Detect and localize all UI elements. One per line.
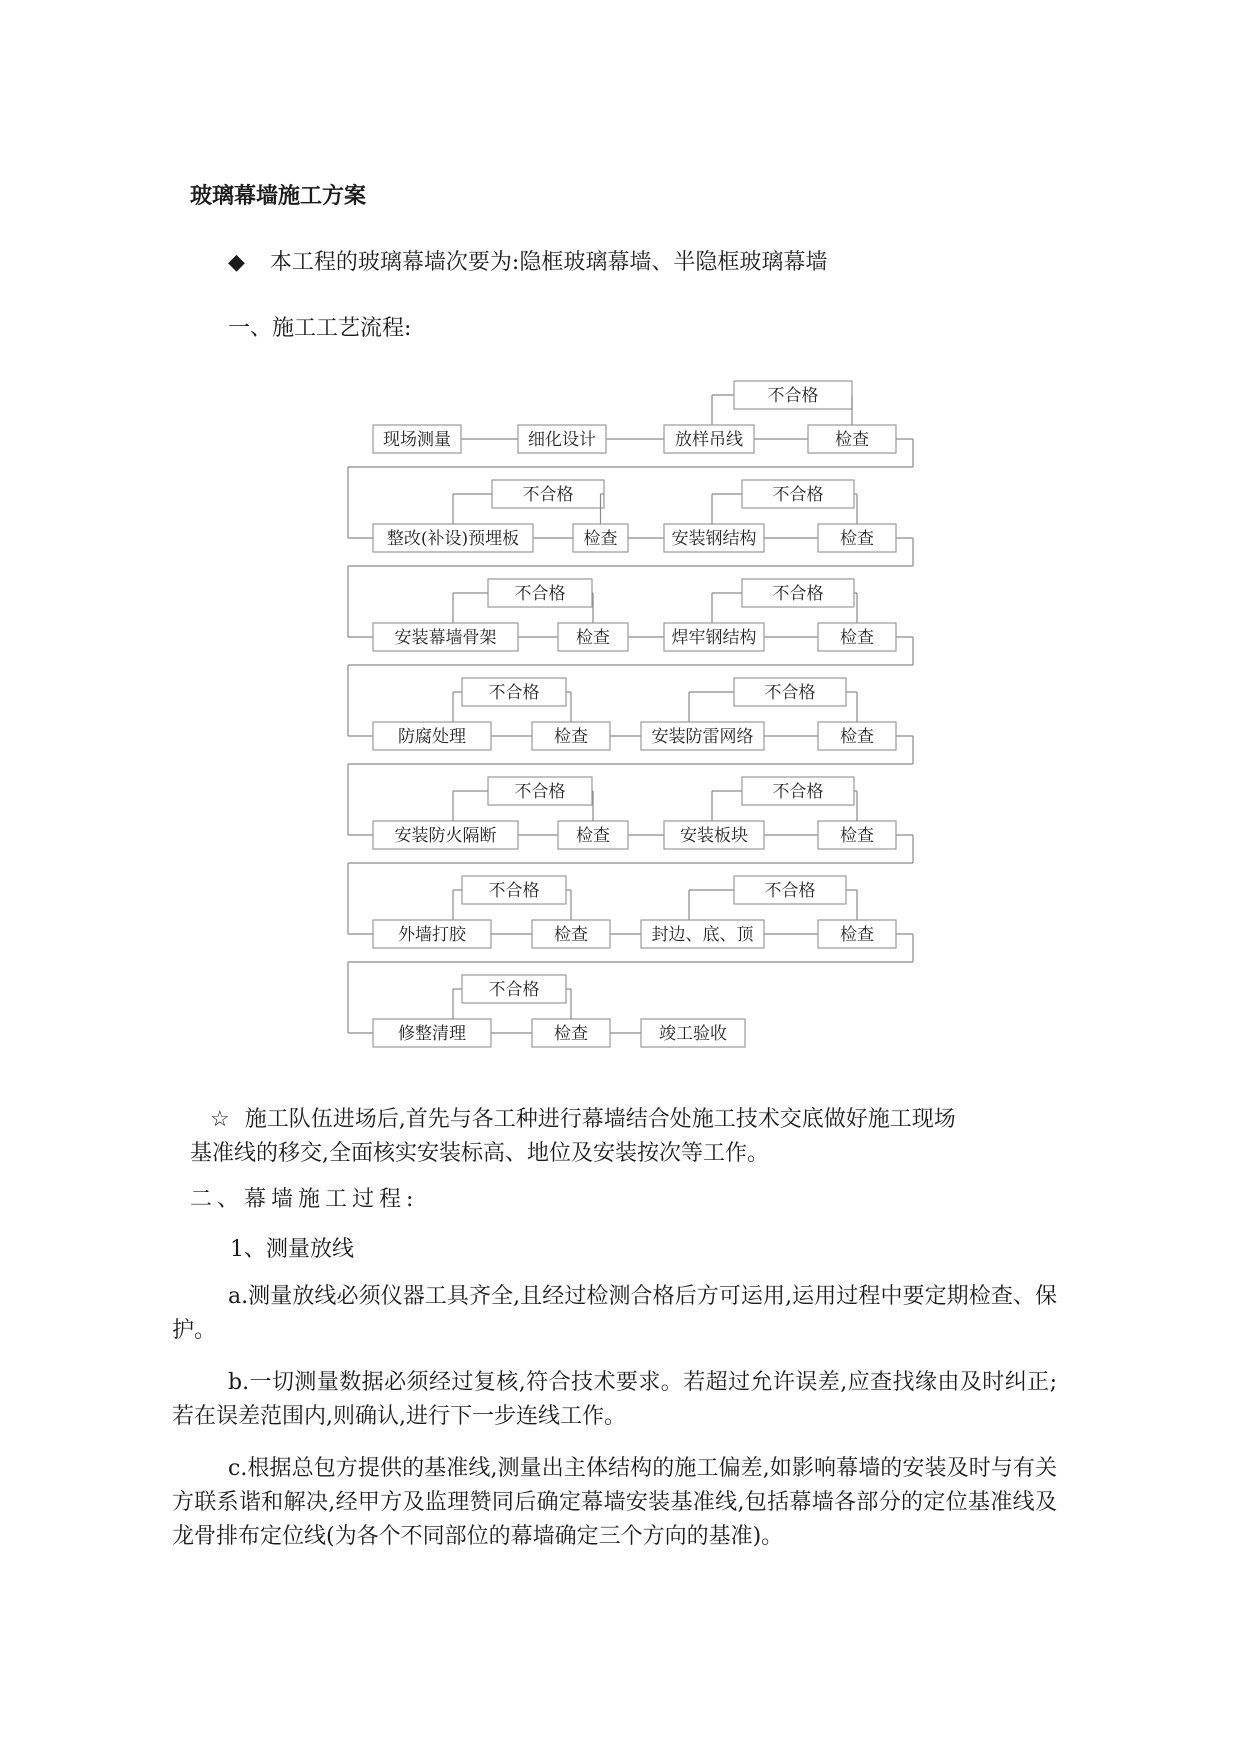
note-text-2: 基准线的移交,全面核实安装标高、地位及安装按次等工作。: [190, 1141, 769, 1166]
section1-heading: 一、施工工艺流程:: [228, 316, 412, 341]
flow-step-r4-1-label: 防腐处理: [398, 727, 466, 747]
fail-right-r3-label: 不合格: [772, 584, 824, 604]
diamond-bullet-icon: ◆: [228, 250, 245, 275]
subsection-heading: 1、测量放线: [230, 1237, 354, 1262]
flow-step-r2-3-label: 安装钢结构: [671, 529, 757, 549]
flow-step-r5-3-label: 安装板块: [680, 826, 748, 846]
flow-step-r6-1-label: 外墙打胶: [398, 925, 466, 945]
flow-step-r3-3-label: 焊牢钢结构: [671, 628, 757, 648]
flow-step-r1-2-label: 细化设计: [528, 430, 596, 450]
paragraph-a: a.测量放线必须仪器工具齐全,且经过检测合格后方可运用,运用过程中要定期检查、保护。: [172, 1284, 1057, 1343]
flow-step-r2-4-label: 检查: [840, 529, 874, 549]
flow-step-r6-2-label: 检查: [554, 925, 588, 945]
fail-left-r4-label: 不合格: [488, 683, 540, 703]
flow-step-r6-3-label: 封边、底、顶: [651, 925, 754, 945]
flow-step-r4-3-label: 安装防雷网络: [651, 727, 754, 747]
flow-step-r3-2-label: 检查: [576, 628, 610, 648]
fail-right-r4-label: 不合格: [764, 683, 816, 703]
flow-step-r6-4-label: 检查: [840, 925, 874, 945]
flow-step-r5-4-label: 检查: [840, 826, 874, 846]
fail-left-r7-label: 不合格: [488, 980, 540, 1000]
page-title: 玻璃幕墙施工方案: [190, 183, 367, 209]
flow-step-r5-2-label: 检查: [576, 826, 610, 846]
fail-left-r6-label: 不合格: [488, 881, 540, 901]
fail-right-r2-label: 不合格: [772, 485, 824, 505]
flow-step-r3-1-label: 安装幕墙骨架: [394, 628, 497, 648]
star-icon: ☆: [210, 1107, 230, 1132]
flow-step-r1-1-label: 现场测量: [383, 430, 451, 450]
flow-step-r5-1-label: 安装防火隔断: [394, 826, 497, 846]
intro-text: 本工程的玻璃幕墙次要为:隐框玻璃幕墙、半隐框玻璃幕墙: [269, 250, 828, 275]
fail-left-r5-label: 不合格: [514, 782, 566, 802]
flow-step-r1-3-label: 放样吊线: [675, 430, 743, 450]
flow-step-r7-3-label: 竣工验收: [659, 1024, 727, 1044]
flow-step-r3-4-label: 检查: [840, 628, 874, 648]
fail-left-r3-label: 不合格: [514, 584, 566, 604]
paragraph-c: c.根据总包方提供的基准线,测量出主体结构的施工偏差,如影响幕墙的安装及时与有关方联系谐和解决,经甲方及监理赞同后确定幕墙安装基准线,包括幕墙各部分的定位基准线及龙骨排布定位线(为各个不同部位的幕墙确定三个方向的基准)。: [172, 1456, 1057, 1549]
flow-step-r2-2-label: 检查: [583, 529, 618, 549]
flow-step-r2-1-label: 整改(补设)预埋板: [386, 529, 520, 549]
note-line-1: [210, 1103, 956, 1136]
flow-step-r4-4-label: 检查: [840, 727, 874, 747]
fail-left-r2-label: 不合格: [522, 485, 574, 505]
fail-right-r5-label: 不合格: [772, 782, 824, 802]
flow-step-r4-2-label: 检查: [554, 727, 588, 747]
flow-step-r7-2-label: 检查: [554, 1024, 588, 1044]
section2-heading: 二、幕墙施工过程:: [190, 1187, 419, 1212]
fail-right-r6-label: 不合格: [764, 881, 816, 901]
paragraph-b: b.一切测量数据必须经过复核,符合技术要求。若超过允许误差,应查找缘由及时纠正;若在误差范围内,则确认,进行下一步连线工作。: [172, 1370, 1057, 1429]
flow-step-r7-1-label: 修整清理: [398, 1024, 466, 1044]
note-text-1: 施工队伍进场后,首先与各工种进行幕墙结合处施工技术交底做好施工现场: [244, 1107, 956, 1132]
flow-step-r1-4-label: 检查: [835, 430, 869, 450]
fail-right-r1-label: 不合格: [767, 386, 819, 406]
